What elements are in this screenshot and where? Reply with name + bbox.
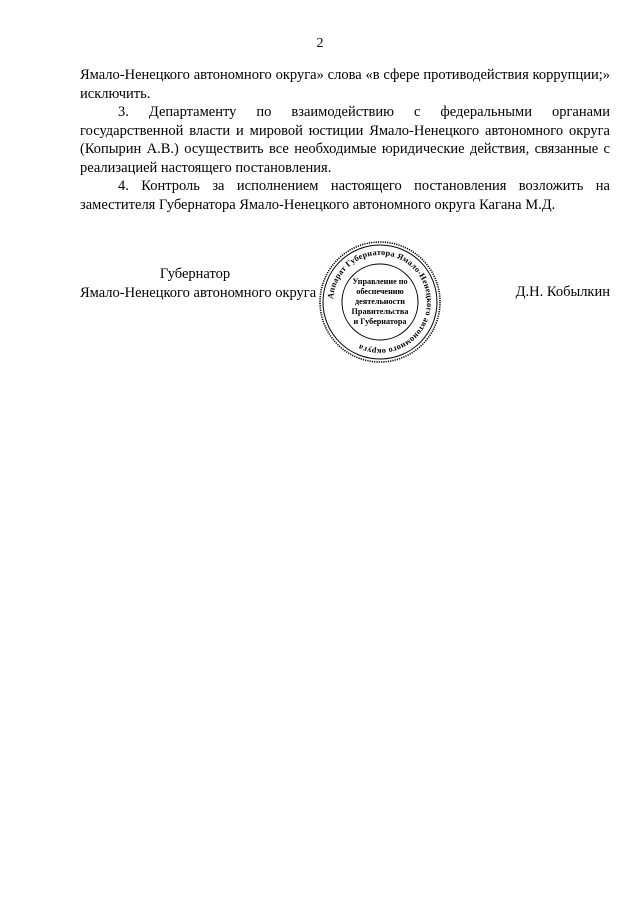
- paragraph-continuation: Ямало-Ненецкого автономного округа» слова «в сфере противодействия коррупции;» исключить.: [80, 67, 610, 102]
- stamp-ring-text: Аппарат Губернатора Ямало-Ненецкого автономного округа: [326, 247, 435, 357]
- official-stamp: [318, 240, 442, 364]
- stamp-seal: [318, 240, 442, 364]
- stamp-center-line-1: Управление по: [352, 277, 408, 286]
- signatory-title: [80, 265, 320, 302]
- stamp-center-line-3: деятельности: [355, 297, 405, 306]
- signatory-title-line1: Губернатор: [159, 266, 231, 282]
- paragraph-item-4: 4. Контроль за исполнением настоящего постановления возложить на заместителя Губернатора Ямало-Ненецкого автономного округа Кагана М.Д.: [80, 178, 610, 213]
- page-number: 2: [316, 36, 324, 51]
- stamp-center-line-5: и Губернатора: [353, 317, 407, 326]
- paragraph-item-3: 3. Департаменту по взаимодействию с федеральными органами государственной власти и мировой юстиции Ямало-Ненецкого автономного округа (Копырин А.В.) осуществить все необходимые юридические действия, связанные с реализацией настоящего постановления.: [80, 104, 610, 176]
- signatory-title-line2: Ямало-Ненецкого автономного округа: [80, 284, 317, 301]
- document-body: [80, 66, 610, 214]
- signatory-name: Д.Н. Кобылкин: [515, 284, 610, 300]
- stamp-center-line-4: Правительства: [351, 307, 409, 316]
- stamp-center-line-2: обеспечению: [356, 287, 404, 296]
